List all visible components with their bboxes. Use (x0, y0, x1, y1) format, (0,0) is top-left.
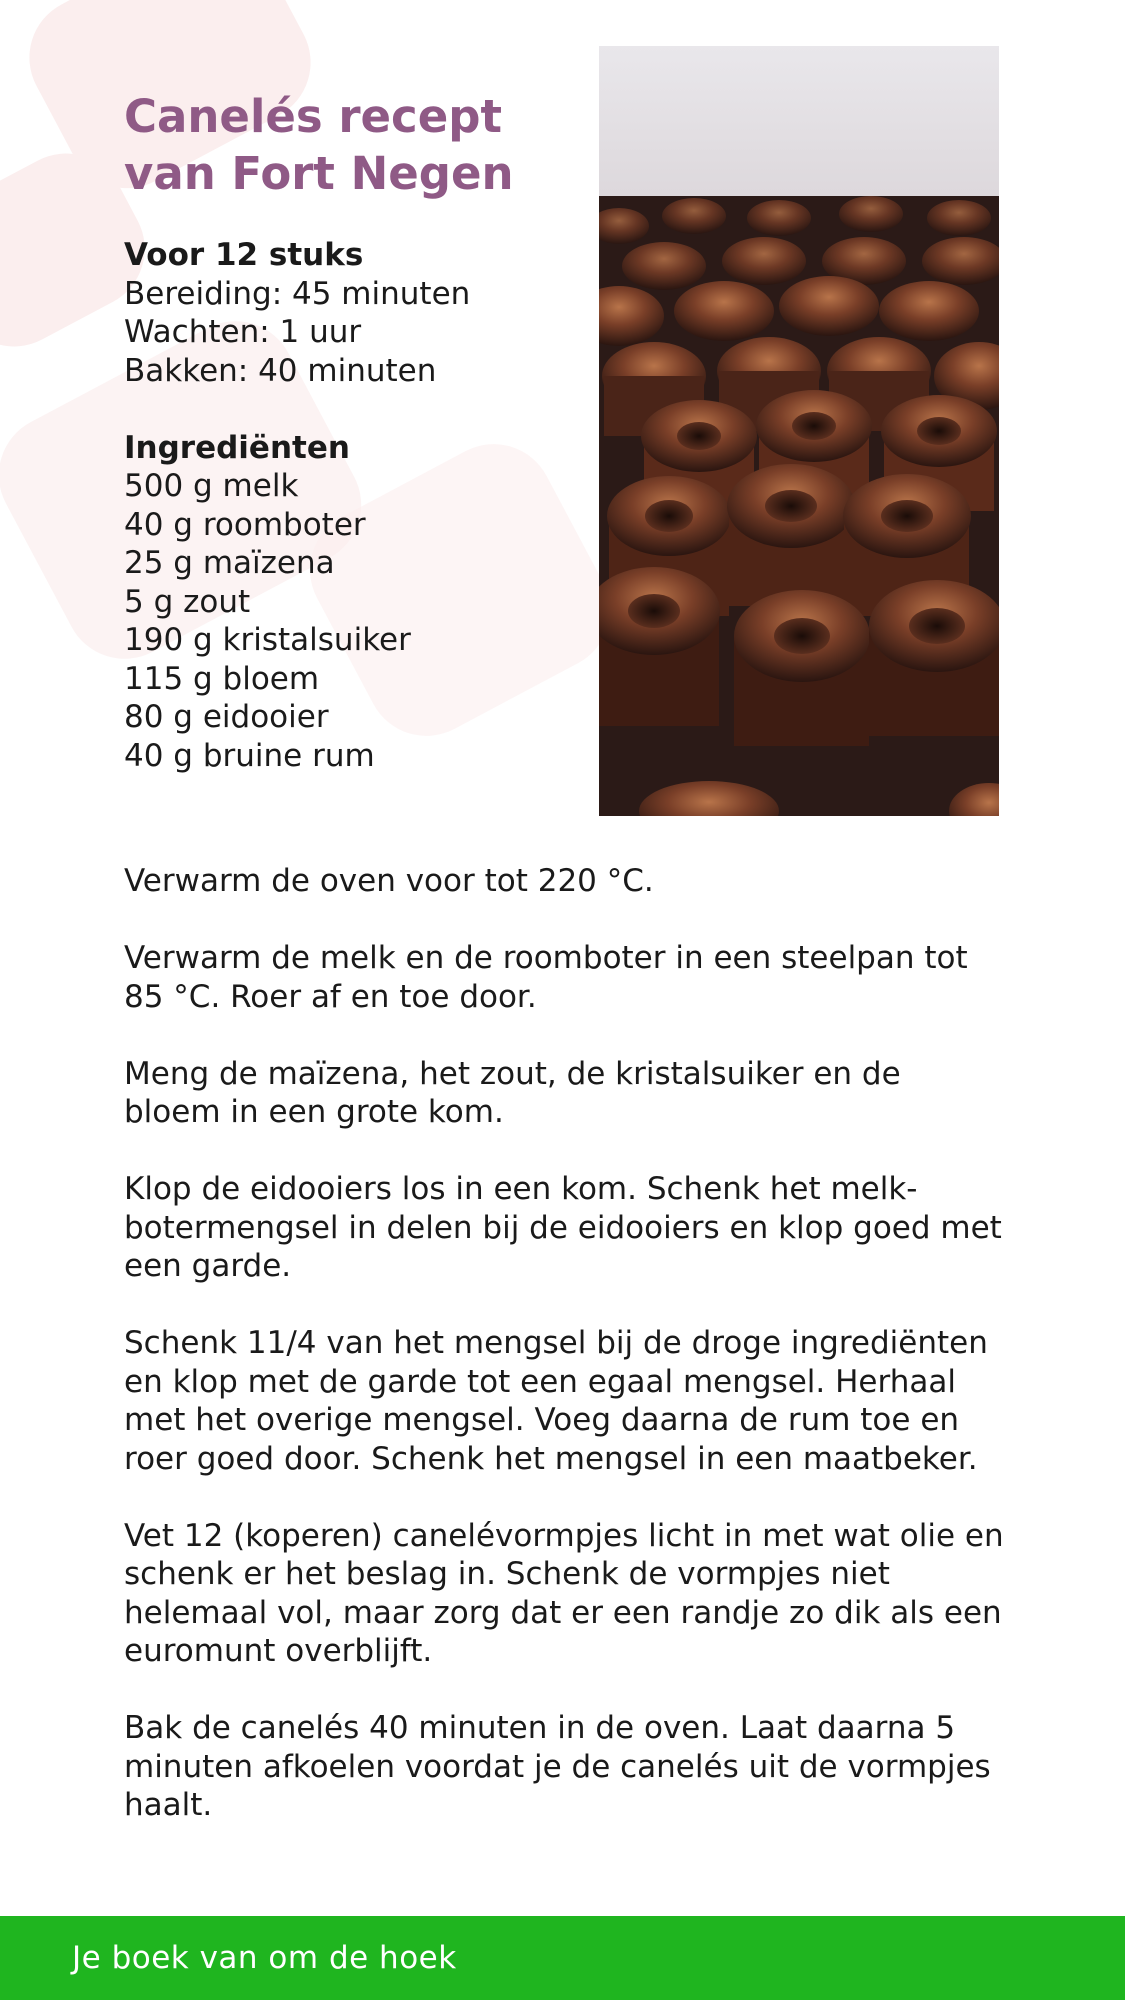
instruction-step: Verwarm de melk en de roomboter in een steelpan tot 85 °C. Roer af en toe door. (124, 940, 968, 1015)
ingredients-heading: Ingrediënten (124, 429, 350, 466)
bake-time: Bakken: 40 minuten (124, 352, 437, 389)
ingredient-item: 25 g maïzena (124, 545, 335, 581)
ingredient-item: 40 g bruine rum (124, 737, 375, 774)
ingredient-item: 40 g roomboter (124, 506, 366, 543)
ingredient-item: 5 g zout (124, 583, 251, 620)
recipe-meta (124, 236, 594, 775)
ingredient-item: 500 g melk (124, 468, 299, 504)
recipe-title: Canelés recept van Fort Negen (124, 90, 514, 200)
ingredient-item: 115 g bloem (124, 660, 320, 697)
instruction-step: Schenk 11/4 van het mengsel bij de droge ingrediënten en klop met de garde tot een egaal mengsel. Herhaal met het overige mengsel. Voeg daarna de rum toe en roer goed door. Schenk het mengsel in een maatbeker. (124, 1325, 988, 1477)
ingredient-item: 80 g eidooier (124, 699, 329, 735)
wait-time: Wachten: 1 uur (124, 314, 362, 350)
servings: Voor 12 stuks (124, 237, 364, 273)
canele-illustration (599, 46, 999, 816)
instruction-step: Vet 12 (koperen) canelévormpjes licht in met wat olie en schenk er het beslag in. Schenk de vormpjes niet helemaal vol, maar zorg dat er een randje zo dik als een euromunt overblijft. (124, 1517, 1004, 1669)
footer-bar (0, 1916, 1125, 2000)
instruction-step: Klop de eidooiers los in een kom. Schenk het melk-botermengsel in delen bij de eidooiers en klop goed met een garde. (124, 1171, 1002, 1284)
instruction-step: Meng de maïzena, het zout, de kristalsuiker en de bloem in een grote kom. (124, 1055, 901, 1130)
ingredient-item: 190 g kristalsuiker (124, 622, 411, 658)
canele-photo (599, 46, 999, 816)
prep-time: Bereiding: 45 minuten (124, 275, 471, 312)
instructions (124, 862, 1004, 1863)
instruction-step: Verwarm de oven voor tot 220 °C. (124, 863, 654, 899)
footer-brand-text: Je boek van om de hoek (72, 1940, 457, 1976)
instruction-step: Bak de canelés 40 minuten in de oven. Laat daarna 5 minuten afkoelen voordat je de canelés uit de vormpjes haalt. (124, 1710, 991, 1823)
